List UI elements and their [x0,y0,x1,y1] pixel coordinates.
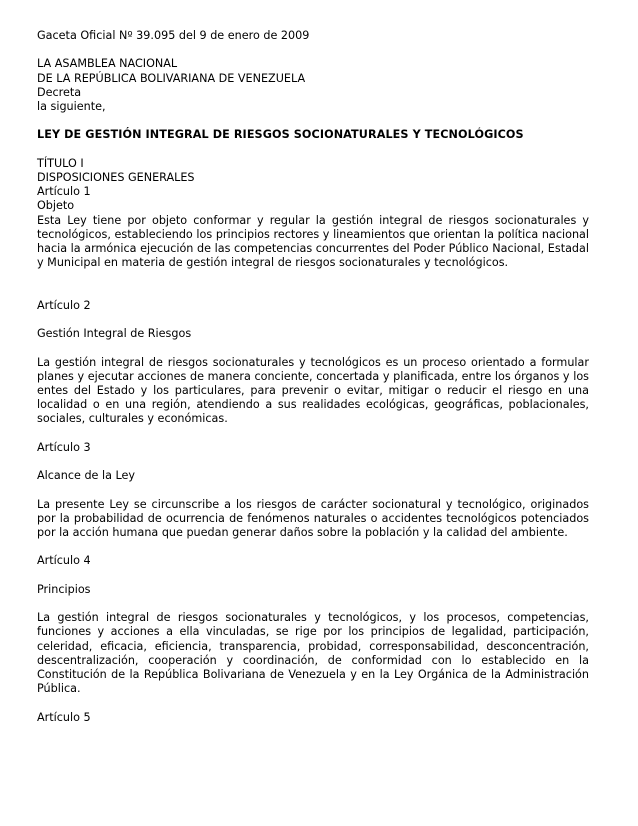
article-body: Esta Ley tiene por objeto conformar y regular la gestión integral de riesgos socionaturales y tecnológicos, estableciendo los principios rectores y lineamientos que orientan la política nacional hacia la armónica ejecución de las competencias concurrentes del Poder Público Nacional, Estadal y Municipal en materia de gestión integral de riesgos socionaturales y tecnológicos. [37,213,589,270]
spacer [37,313,589,327]
preamble-republic: DE LA REPÚBLICA BOLIVARIANA DE VENEZUELA [37,71,306,85]
spacer [37,696,589,710]
article-name: Principios [37,582,91,596]
article-number: Artículo 2 [37,298,91,312]
article-body: La gestión integral de riesgos socionaturales y tecnológicos es un proceso orientado a formular planes y ejecutar acciones de manera conciente, concertada y planificada, entre los órganos y los entes del Estado y los particulares, para prevenir o evitar, mitigar o reducir el riesgo en una localidad o en una región, atendiendo a sus realidades ecológicas, geográficas, poblacionales, sociales, culturales y económicas. [37,355,589,426]
spacer [37,569,589,583]
spacer [37,483,589,497]
article-name: Gestión Integral de Riesgos [37,327,192,341]
article-body: La gestión integral de riesgos socionaturales y tecnológicos, y los procesos, competencias, funciones y acciones a ella vinculadas, se rige por los principios de legalidad, participación, celeridad, eficacia, eficiencia, transparencia, probidad, corresponsabilidad, desconcentración, descentralización, cooperación y coordinación, de conformidad con lo establecido en la Constitución de la República Bolivariana de Venezuela y en la Ley Orgánica de la Administración Pública. [37,611,589,696]
preamble-following: la siguiente, [37,100,106,113]
article-name: Objeto [37,199,75,213]
article-name: Alcance de la Ley [37,469,136,483]
spacer [37,455,589,469]
article-number: Artículo 5 [37,710,91,724]
gazette-reference: Gaceta Oficial Nº 39.095 del 9 de enero de 2009 [37,29,310,42]
preamble-assembly: LA ASAMBLEA NACIONAL [37,57,178,71]
article-number: Artículo 1 [37,185,91,199]
spacer [37,341,589,355]
title-subheading: DISPOSICIONES GENERALES [37,170,195,184]
spacer [37,597,589,611]
spacer [37,143,589,157]
article-number: Artículo 4 [37,554,91,568]
spacer [37,114,589,128]
spacer [37,285,589,299]
article-number: Artículo 3 [37,440,91,454]
spacer [37,43,589,57]
spacer [37,427,589,441]
preamble-decreta: Decreta [37,85,82,99]
document-page [37,29,589,725]
spacer [37,270,589,284]
spacer [37,540,589,554]
law-title: LEY DE GESTIÓN INTEGRAL DE RIESGOS SOCIONATURALES Y TECNOLÓGICOS [37,128,524,142]
article-body: La presente Ley se circunscribe a los riesgos de carácter socionatural y tecnológico, originados por la probabilidad de ocurrencia de fenómenos naturales o accidentes tecnológicos potenciados por la acción humana que puedan generar daños sobre la población y la calidad del ambiente. [37,497,589,539]
title-heading: TÍTULO I [37,156,84,170]
